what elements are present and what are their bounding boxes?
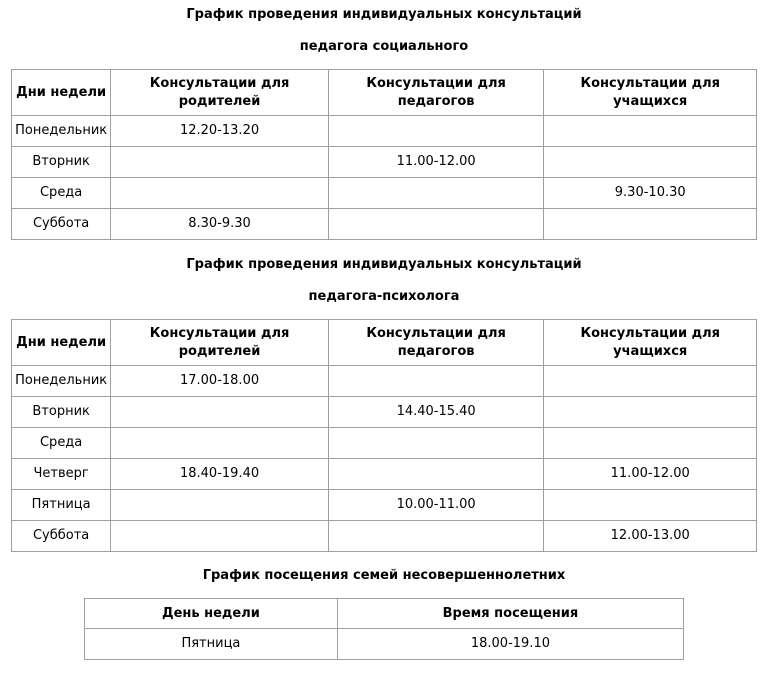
parents-cell xyxy=(111,178,329,209)
header-teachers: Консультации для педагогов xyxy=(328,70,544,116)
header-parents: Консультации для родителей xyxy=(111,320,329,366)
day-cell: Среда xyxy=(12,428,111,459)
table-row xyxy=(12,521,757,552)
parents-cell: 17.00-18.00 xyxy=(111,366,329,397)
teachers-cell: 14.40-15.40 xyxy=(328,397,544,428)
parents-cell xyxy=(111,147,329,178)
teachers-cell: 10.00-11.00 xyxy=(328,490,544,521)
students-cell: 9.30-10.30 xyxy=(544,178,757,209)
table-row xyxy=(12,366,757,397)
table-row xyxy=(12,459,757,490)
students-cell xyxy=(544,366,757,397)
teachers-cell xyxy=(328,178,544,209)
table-row xyxy=(12,397,757,428)
header-teachers: Консультации для педагогов xyxy=(328,320,544,366)
parents-cell: 8.30-9.30 xyxy=(111,209,329,240)
table-row xyxy=(12,147,757,178)
teachers-cell xyxy=(328,428,544,459)
day-cell: Четверг xyxy=(12,459,111,490)
visit-time-cell: 18.00-19.10 xyxy=(337,629,683,660)
students-cell xyxy=(544,490,757,521)
table-row xyxy=(12,116,757,147)
teachers-cell xyxy=(328,459,544,490)
table-row xyxy=(12,209,757,240)
students-cell: 12.00-13.00 xyxy=(544,521,757,552)
parents-cell xyxy=(111,397,329,428)
parents-cell xyxy=(111,428,329,459)
students-cell xyxy=(544,397,757,428)
day-cell: Среда xyxy=(12,178,111,209)
table-row xyxy=(12,490,757,521)
day-cell: Вторник xyxy=(12,397,111,428)
day-cell: Пятница xyxy=(85,629,338,660)
table-row xyxy=(12,428,757,459)
students-cell xyxy=(544,428,757,459)
teachers-cell xyxy=(328,366,544,397)
social-pedagogue-schedule-table xyxy=(11,69,757,240)
parents-cell xyxy=(111,521,329,552)
students-cell xyxy=(544,209,757,240)
teachers-cell xyxy=(328,521,544,552)
schedule-title-social-line2: педагога социального xyxy=(299,39,469,54)
table-header-row xyxy=(85,599,684,629)
day-cell: Пятница xyxy=(12,490,111,521)
header-students: Консультации для учащихся xyxy=(544,70,757,116)
schedule-title-psych-line2: педагога-психолога xyxy=(308,289,460,304)
table-row xyxy=(85,629,684,660)
parents-cell: 18.40-19.40 xyxy=(111,459,329,490)
parents-cell: 12.20-13.20 xyxy=(111,116,329,147)
teachers-cell xyxy=(328,116,544,147)
family-visits-table xyxy=(84,598,684,660)
schedule-title-psych-line1: График проведения индивидуальных консультаций xyxy=(186,257,582,272)
table-row xyxy=(12,178,757,209)
header-students: Консультации для учащихся xyxy=(544,320,757,366)
parents-cell xyxy=(111,490,329,521)
header-days: Дни недели xyxy=(12,70,111,116)
table-header-row xyxy=(12,70,757,116)
day-cell: Вторник xyxy=(12,147,111,178)
students-cell xyxy=(544,116,757,147)
teachers-cell: 11.00-12.00 xyxy=(328,147,544,178)
day-cell: Суббота xyxy=(12,521,111,552)
teachers-cell xyxy=(328,209,544,240)
header-parents: Консультации для родителей xyxy=(111,70,329,116)
psychologist-schedule-table xyxy=(11,319,757,552)
schedule-title-social-line1: График проведения индивидуальных консультаций xyxy=(186,7,582,22)
header-days: Дни недели xyxy=(12,320,111,366)
day-cell: Понедельник xyxy=(12,366,111,397)
table-header-row xyxy=(12,320,757,366)
header-visit-time: Время посещения xyxy=(337,599,683,629)
day-cell: Понедельник xyxy=(12,116,111,147)
students-cell: 11.00-12.00 xyxy=(544,459,757,490)
day-cell: Суббота xyxy=(12,209,111,240)
header-day: День недели xyxy=(85,599,338,629)
students-cell xyxy=(544,147,757,178)
family-visits-title: График посещения семей несовершеннолетних xyxy=(202,568,566,583)
